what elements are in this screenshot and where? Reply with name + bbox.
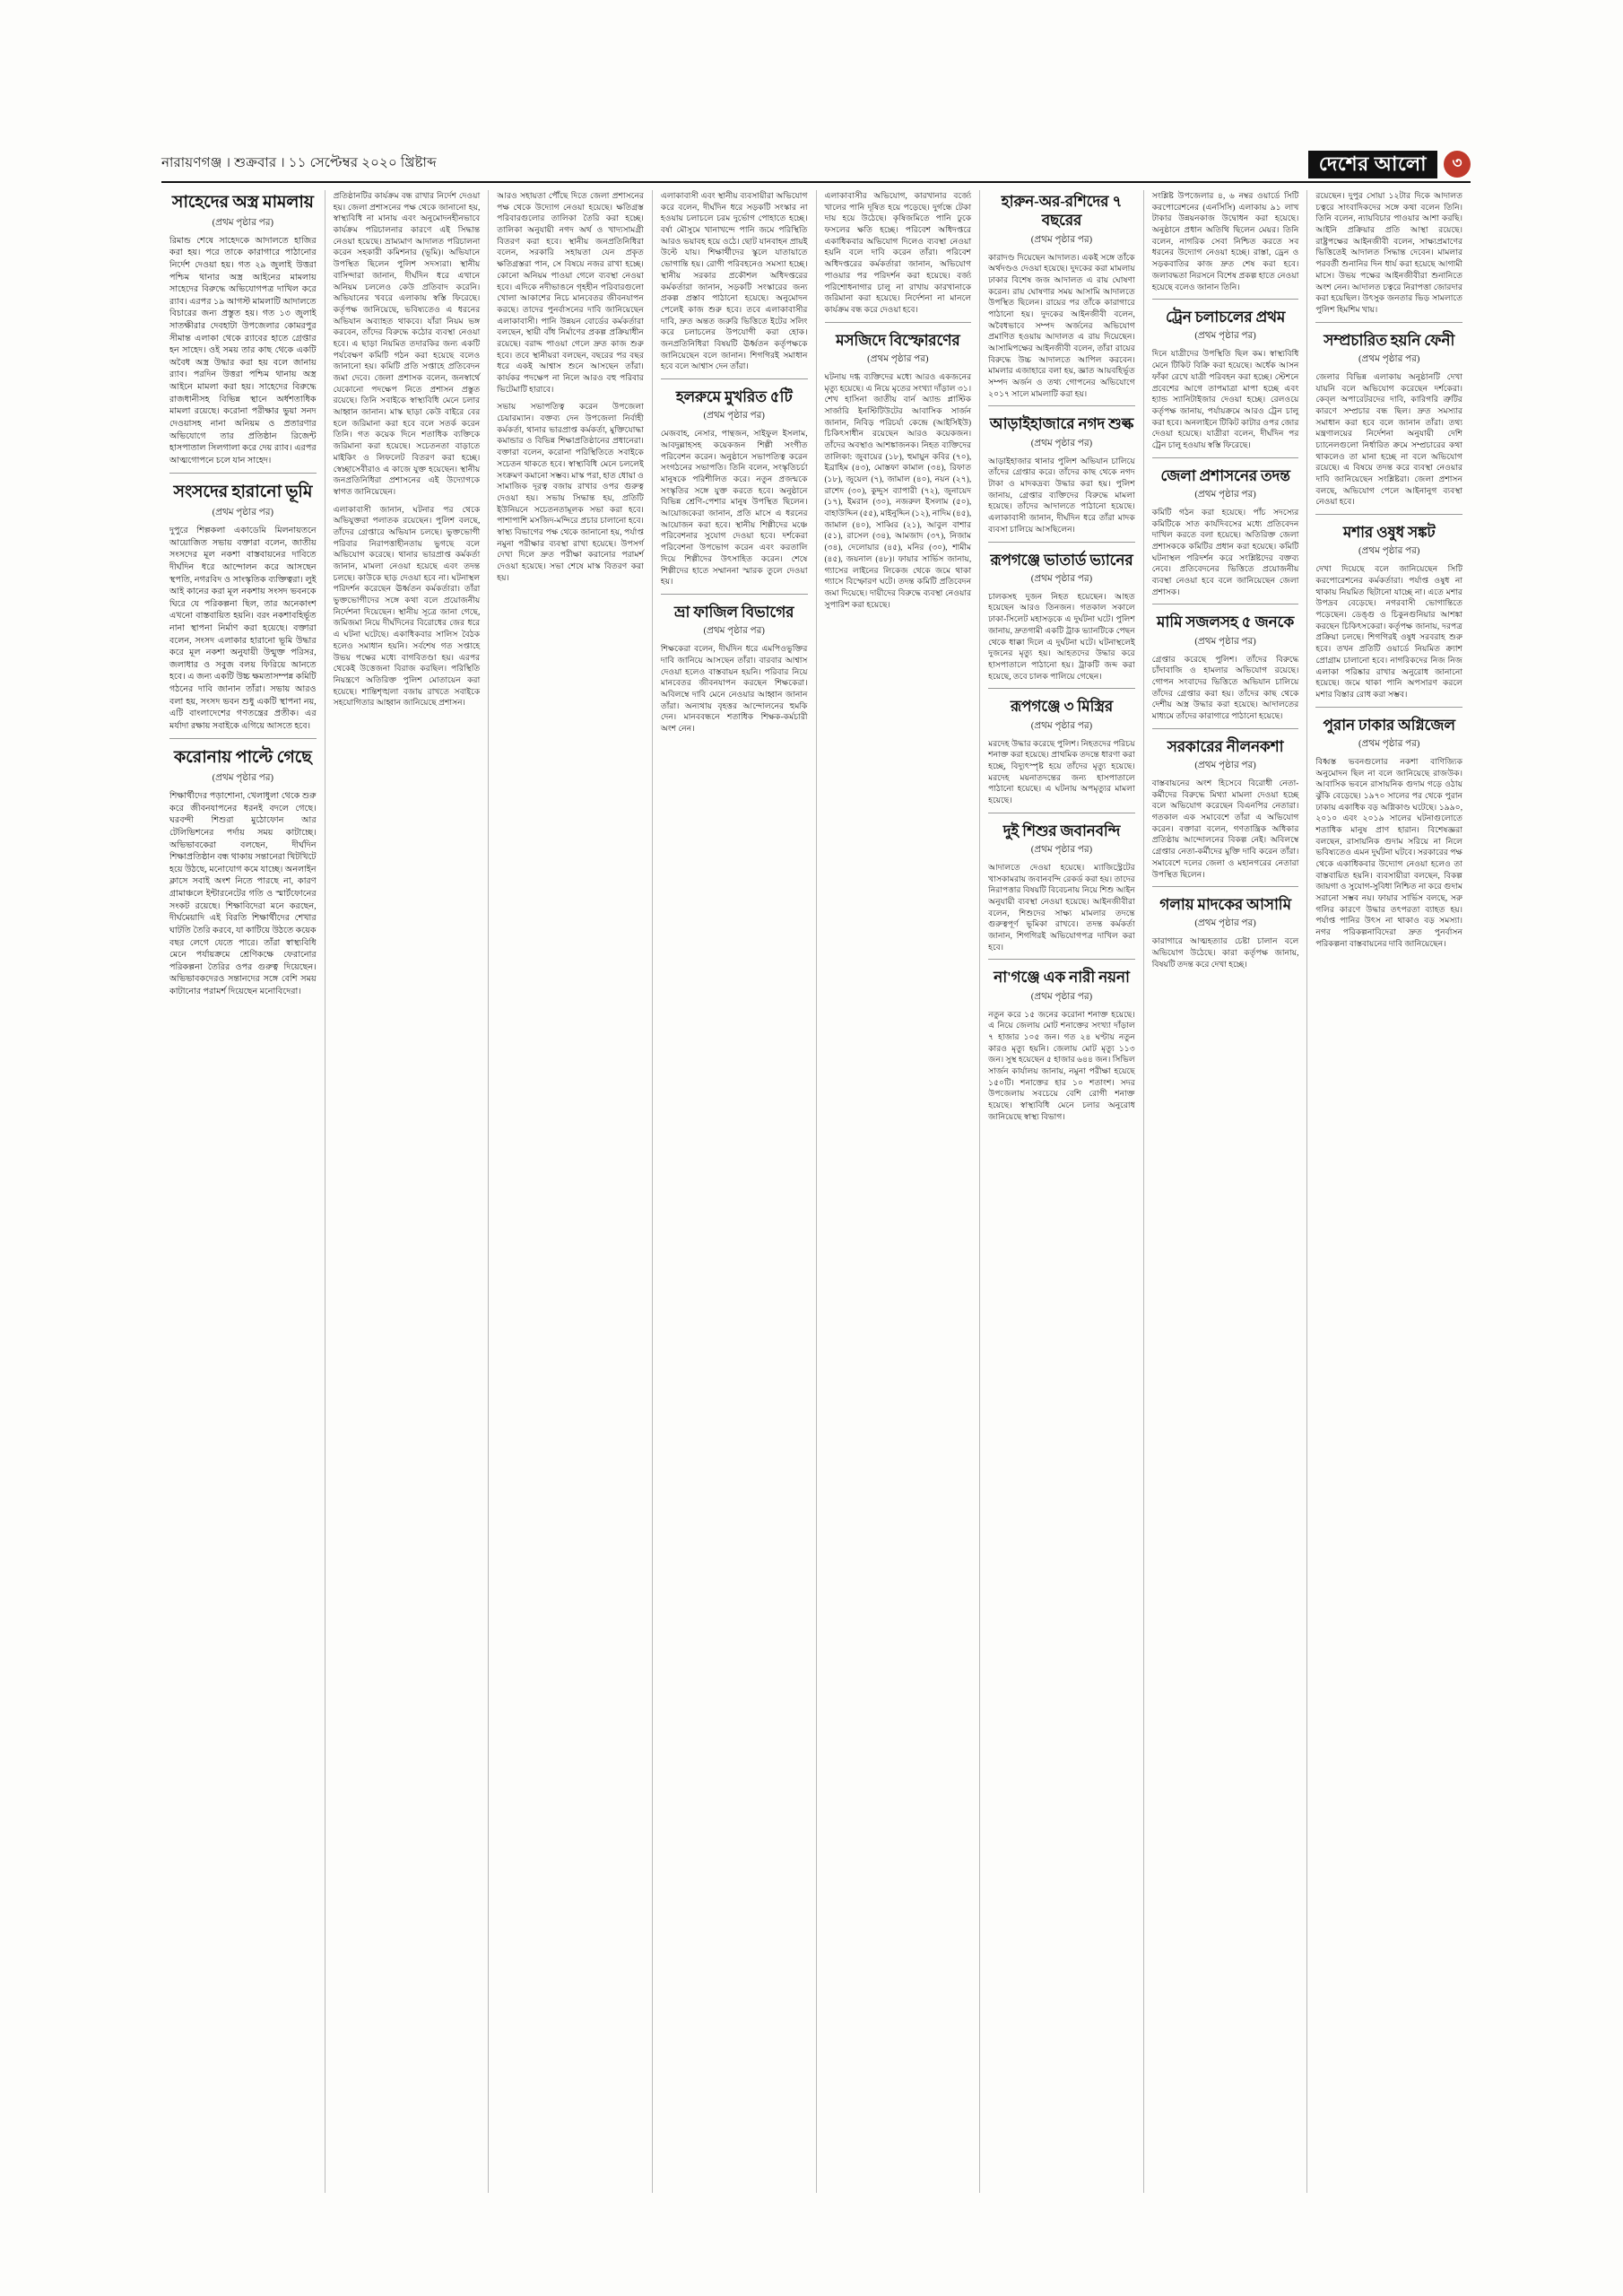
article xyxy=(825,331,972,611)
article-headline: সম্প্রচারিত হয়নি ফেনী xyxy=(1324,331,1455,349)
article-body: কমিটি গঠন করা হয়েছে। পাঁচ সদস্যের কমিটিকে সাত কার্যদিবসের মধ্যে প্রতিবেদন দাখিল করতে বলা হয়েছে। অতিরিক্ত জেলা প্রশাসককে কমিটির প্রধান করা হয়েছে। কমিটি ঘটনাস্থল পরিদর্শন করে সংশ্লিষ্টদের বক্তব্য নেবে। প্রতিবেদনের ভিত্তিতে প্রয়োজনীয় ব্যবস্থা নেওয়া হবে বলে জানিয়েছেন জেলা প্রশাসক। xyxy=(1151,507,1299,596)
article-headline: জেলা প্রশাসনের তদন্ত xyxy=(1160,466,1290,484)
article-body: সংশ্লিষ্ট উপজেলার ৪, ৬ নম্বর ওয়ার্ডে সিটি করপোরেশনের (এনসিসি) এলাকায় ৯১ লাখ টাকার উন্নয়নকাজ উদ্বোধন করা হয়েছে। অনুষ্ঠানে প্রধান অতিথি ছিলেন মেয়র। তিনি বলেন, নাগরিক সেবা নিশ্চিত করতে সব ধরনের উদ্যোগ নেওয়া হচ্ছে। রাস্তা, ড্রেন ও সড়কবাতির কাজ দ্রুত শেষ করা হবে। জলাবদ্ধতা নিরসনে বিশেষ প্রকল্প হাতে নেওয়া হয়েছে বলেও জানান তিনি। xyxy=(1151,191,1299,291)
divider xyxy=(1152,728,1299,729)
article-body: মরদেহ উদ্ধার করেছে পুলিশ। নিহতদের পরিচয় শনাক্ত করা হয়েছে। প্রাথমিক তদন্তে ধারণা করা হচ্ছে, বিদ্যুৎস্পৃষ্ট হয়ে তাঁদের মৃত্যু হয়েছে। মরদেহ ময়নাতদন্তের জন্য হাসপাতালে পাঠানো হয়েছে। এ ঘটনায় অপমৃত্যুর মামলা হয়েছে। xyxy=(988,738,1135,804)
article-headline: আড়াইহাজারে নগদ শুল্ক xyxy=(989,415,1134,433)
divider xyxy=(661,378,808,379)
article xyxy=(988,822,1135,953)
article xyxy=(497,190,644,395)
article xyxy=(169,747,317,997)
article-headline: মশার ওষুধ সঙ্কট xyxy=(1342,524,1436,542)
column-7 xyxy=(1143,190,1307,2193)
article xyxy=(1315,190,1462,316)
divider xyxy=(1315,322,1462,323)
divider xyxy=(661,594,808,595)
column-4 xyxy=(652,190,816,2193)
article-kicker: (প্রথম পৃষ্ঠার পর) xyxy=(1030,234,1093,245)
article xyxy=(169,192,317,466)
article xyxy=(169,482,317,732)
article-kicker: (প্রথম পৃষ্ঠার পর) xyxy=(1194,331,1256,342)
article xyxy=(825,190,972,316)
article-body: কারাগারে আত্মহত্যার চেষ্টা চালান বলে অভিযোগ উঠেছে। কারা কর্তৃপক্ষ জানায়, বিষয়টি তদন্ত করে দেখা হচ্ছে। xyxy=(1151,936,1299,969)
article xyxy=(1152,737,1299,880)
column-3 xyxy=(488,190,652,2193)
article-headline: করোনায় পাল্টে গেছে xyxy=(174,748,312,768)
article-body: রয়েছেন। দুপুর সোয়া ১২টার দিকে আদালত চত্বরে সাংবাদিকদের সঙ্গে কথা বলেন তিনি। তিনি বলেন, ন্যায়বিচার পাওয়ার আশা করছি। আইনি প্রক্রিয়ার প্রতি আস্থা রয়েছে। রাষ্ট্রপক্ষের আইনজীবী বলেন, সাক্ষ্যপ্রমাণের ভিত্তিতেই আদালত সিদ্ধান্ত দেবেন। মামলার পরবর্তী শুনানির দিন ধার্য করা হয়েছে আগামী মাসে। উভয় পক্ষের আইনজীবীরা শুনানিতে অংশ নেন। আদালত চত্বরে নিরাপত্তা জোরদার করা হয়েছিল। উৎসুক জনতার ভিড় সামলাতে পুলিশ হিমশিম খায়। xyxy=(1315,191,1462,314)
article-headline: রূপগঞ্জে ভাতার্ড ভ্যানের xyxy=(990,551,1133,569)
article-body: এলাকাবাসীর অভিযোগ, কারখানার বর্জ্যে খালের পানি দূষিত হয়ে পড়েছে। দুর্গন্ধে টেকা দায় হয়ে উঠেছে। কৃষিজমিতে পানি ঢুকে ফসলের ক্ষতি হচ্ছে। পরিবেশ অধিদপ্তরে একাধিকবার অভিযোগ দিলেও ব্যবস্থা নেওয়া হয়নি বলে দাবি করেন তাঁরা। পরিবেশ অধিদপ্তরের কর্মকর্তারা জানান, অভিযোগ পাওয়ার পর পরিদর্শন করা হয়েছে। বর্জ্য পরিশোধনাগার চালু না রাখায় কারখানাকে জরিমানা করা হয়েছে। নির্দেশনা না মানলে কার্যক্রম বন্ধ করে দেওয়া হবে। xyxy=(824,191,972,314)
article-kicker: (প্রথম পৃষ্ঠার পর) xyxy=(1194,636,1256,647)
column-5 xyxy=(816,190,980,2193)
article-kicker: (প্রথম পৃষ্ঠার পর) xyxy=(867,353,929,364)
article-columns xyxy=(161,190,1471,2193)
divider xyxy=(169,473,317,474)
column-8 xyxy=(1306,190,1471,2193)
divider xyxy=(825,322,972,323)
divider xyxy=(988,959,1135,960)
article-kicker: (প্রথম পৃষ্ঠার পর) xyxy=(703,411,765,422)
article-body: বাস্তবায়নের অংশ হিসেবে বিরোধী নেতা-কর্মীদের বিরুদ্ধে মিথ্যা মামলা দেওয়া হচ্ছে বলে অভিযোগ করেছেন বিএনপির নেতারা। গতকাল এক সমাবেশে তাঁরা এ অভিযোগ করেন। বক্তারা বলেন, গণতান্ত্রিক অধিকার প্রতিষ্ঠায় আন্দোলনের বিকল্প নেই। অবিলম্বে গ্রেপ্তার নেতা-কর্মীদের মুক্তি দাবি করেন তাঁরা। সমাবেশে দলের জেলা ও মহানগরের নেতারা উপস্থিত ছিলেন। xyxy=(1151,778,1299,879)
article xyxy=(1315,331,1462,509)
article xyxy=(988,968,1135,1122)
article-kicker: (প্রথম পৃষ্ঠার পর) xyxy=(212,508,274,518)
column-1 xyxy=(161,190,325,2193)
article-kicker: (প্রথম পৃষ্ঠার পর) xyxy=(703,626,765,637)
article xyxy=(988,551,1135,683)
article xyxy=(988,414,1135,535)
article-body: চালকসহ দুজন নিহত হয়েছেন। আহত হয়েছেন আরও তিনজন। গতকাল সকালে ঢাকা-সিলেট মহাসড়কে এ দুর্ঘটনা ঘটে। পুলিশ জানায়, দ্রুতগামী একটি ট্রাক ভ্যানটিকে পেছন থেকে ধাক্কা দিলে এ দুর্ঘটনা ঘটে। ঘটনাস্থলেই দুজনের মৃত্যু হয়। আহতদের উদ্ধার করে হাসপাতালে পাঠানো হয়। ট্রাকটি জব্দ করা হয়েছে, তবে চালক পালিয়ে গেছেন। xyxy=(988,591,1135,681)
article-kicker: (প্রথম পৃষ্ঠার পর) xyxy=(1030,720,1093,731)
article-kicker: (প্রথম পৃষ্ঠার পর) xyxy=(212,217,274,228)
article xyxy=(661,387,808,587)
divider xyxy=(988,688,1135,689)
article xyxy=(1152,895,1299,970)
article xyxy=(334,504,481,709)
article-body: কারাদণ্ড দিয়েছেন আদালত। একই সঙ্গে তাঁকে অর্থদণ্ডও দেওয়া হয়েছে। দুদকের করা মামলায় ঢাকার বিশেষ জজ আদালত এ রায় ঘোষণা করেন। রায় ঘোষণার সময় আসামি আদালতে উপস্থিত ছিলেন। রায়ের পর তাঁকে কারাগারে পাঠানো হয়। দুদকের আইনজীবী বলেন, অবৈধভাবে সম্পদ অর্জনের অভিযোগ প্রমাণিত হওয়ায় আদালত এ রায় দিয়েছেন। আসামিপক্ষের আইনজীবী বলেন, তাঁরা রায়ের বিরুদ্ধে উচ্চ আদালতে আপিল করবেন। মামলার এজাহারে বলা হয়, জ্ঞাত আয়বহির্ভূত সম্পদ অর্জন ও তথ্য গোপনের অভিযোগে ২০১৭ সালে মামলাটি করা হয়। xyxy=(988,252,1135,398)
article-kicker: (প্রথম পৃষ্ঠার পর) xyxy=(1358,738,1420,749)
article xyxy=(1152,613,1299,721)
article-kicker: (প্রথম পৃষ্ঠার পর) xyxy=(212,773,274,784)
article-body: বিধ্বস্ত ভবনগুলোর নকশা বাণিজ্যিক অনুমোদন ছিল না বলে জানিয়েছে রাজউক। আবাসিক ভবনে রাসায়নিক গুদাম গড়ে ওঠায় ঝুঁকি বেড়েছে। ১৯৭০ সালের পর থেকে পুরান ঢাকায় একাধিক বড় অগ্নিকাণ্ড ঘটেছে। ১৯৯০, ২০১০ এবং ২০১৯ সালের ঘটনাগুলোতে শতাধিক মানুষ প্রাণ হারান। বিশেষজ্ঞরা বলছেন, রাসায়নিক গুদাম সরিয়ে না নিলে ভবিষ্যতেও এমন দুর্ঘটনা ঘটবে। সরকারের পক্ষ থেকে একাধিকবার উদ্যোগ নেওয়া হলেও তা বাস্তবায়িত হয়নি। ব্যবসায়ীরা বলছেন, বিকল্প জায়গা ও সুযোগ-সুবিধা নিশ্চিত না করে গুদাম সরানো সম্ভব নয়। ফায়ার সার্ভিস বলছে, সরু গলির কারণে উদ্ধার তৎপরতা ব্যাহত হয়। পর্যাপ্ত পানির উৎস না থাকাও বড় সমস্যা। নগর পরিকল্পনাবিদেরা দ্রুত পুনর্বাসন পরিকল্পনা বাস্তবায়নের দাবি জানিয়েছেন। xyxy=(1315,756,1462,948)
divider xyxy=(1315,707,1462,708)
masthead xyxy=(161,144,1471,183)
article-kicker: (প্রথম পৃষ্ঠার পর) xyxy=(1194,918,1256,929)
article-headline: সাহেদের অস্ত্র মামলায় xyxy=(171,193,314,212)
article-kicker: (প্রথম পৃষ্ঠার পর) xyxy=(1194,489,1256,500)
article xyxy=(988,697,1135,805)
article-body: দুপুরে শিল্পকলা একাডেমি মিলনায়তনে আয়োজিত সভায় বক্তারা বলেন, জাতীয় সংসদের মূল নকশা বাস্তবায়নের দাবিতে দীর্ঘদিন ধরে আন্দোলন করে আসছেন স্থপতি, নগরবিদ ও সাংস্কৃতিক ব্যক্তিত্বরা। লুই আই কানের করা মূল নকশায় সংসদ ভবনকে ঘিরে যে পরিকল্পনা ছিল, তার অনেকাংশ এখনো বাস্তবায়িত হয়নি। বরং নকশাবহির্ভূত নানা স্থাপনা নির্মাণ করা হয়েছে। বক্তারা বলেন, সংসদ এলাকার হারানো ভূমি উদ্ধার করে মূল নকশা অনুযায়ী উন্মুক্ত পরিসর, জলাধার ও সবুজ বলয় ফিরিয়ে আনতে হবে। এ জন্য একটি উচ্চ ক্ষমতাসম্পন্ন কমিটি গঠনের দাবি জানান তাঁরা। সভায় আরও বলা হয়, সংসদ ভবন শুধু একটি স্থাপনা নয়, এটি বাংলাদেশের গণতন্ত্রের প্রতীক। এর মর্যাদা রক্ষায় সবাইকে এগিয়ে আসতে হবে। xyxy=(169,526,317,731)
article-kicker: (প্রথম পৃষ্ঠার পর) xyxy=(1030,844,1093,855)
article-headline: সংসদের হারানো ভূমি xyxy=(173,483,313,502)
newspaper-logo: দেশের আলো xyxy=(1308,151,1437,178)
article-body: রিমান্ড শেষে সাহেদকে আদালতে হাজির করা হয়। পরে তাকে কারাগারে পাঠানোর নির্দেশ দেওয়া হয়। গত ২৯ জুলাই উত্তরা পশ্চিম থানার অস্ত্র আইনের মামলায় সাহেদের বিরুদ্ধে অভিযোগপত্র দাখিল করে র‍্যাব। এরপর ১৯ আগস্ট মামলাটি আদালতে বিচারের জন্য প্রস্তুত হয়। গত ১৩ জুলাই সাতক্ষীরার দেবহাটা উপজেলার কোমরপুর সীমান্ত এলাকা থেকে র‍্যাবের হাতে গ্রেপ্তার হন সাহেদ। ওই সময় তার কাছ থেকে একটি অবৈধ অস্ত্র উদ্ধার করা হয় বলে জানায় র‍্যাব। পরদিন উত্তরা পশ্চিম থানায় অস্ত্র আইনে মামলা করা হয়। সাহেদের বিরুদ্ধে রাজধানীসহ বিভিন্ন স্থানে অর্ধশতাধিক মামলা রয়েছে। করোনা পরীক্ষার ভুয়া সনদ দেওয়াসহ নানা অনিয়ম ও প্রতারণার অভিযোগে তার প্রতিষ্ঠান রিজেন্ট হাসপাতাল সিলগালা করে দেয় র‍্যাব। এরপর আত্মগোপনে চলে যান সাহেদ। xyxy=(169,235,317,465)
article-body: নতুন করে ১৫ জনের করোনা শনাক্ত হয়েছে। এ নিয়ে জেলায় মোট শনাক্তের সংখ্যা দাঁড়াল ৭ হাজার ১০৫ জন। গত ২৪ ঘণ্টায় নতুন কারও মৃত্যু হয়নি। জেলায় মোট মৃত্যু ১১৩ জন। সুস্থ হয়েছেন ৫ হাজার ৬৪৪ জন। সিভিল সার্জন কার্যালয় জানায়, নমুনা পরীক্ষা হয়েছে ১৫০টি। শনাক্তের হার ১০ শতাংশ। সদর উপজেলায় সবচেয়ে বেশি রোগী শনাক্ত হয়েছে। স্বাস্থ্যবিধি মেনে চলার অনুরোধ জানিয়েছে স্বাস্থ্য বিভাগ। xyxy=(988,1009,1135,1121)
article-body: দিনে যাত্রীদের উপস্থিতি ছিল কম। স্বাস্থ্যবিধি মেনে টিকিট বিক্রি করা হয়েছে। অর্ধেক আসন ফাঁকা রেখে যাত্রী পরিবহন করা হচ্ছে। স্টেশনে প্রবেশের আগে তাপমাত্রা মাপা হচ্ছে এবং হ্যান্ড স্যানিটাইজার দেওয়া হচ্ছে। রেলওয়ে কর্তৃপক্ষ জানায়, পর্যায়ক্রমে আরও ট্রেন চালু করা হবে। অনলাইনে টিকিট কাটার ওপর জোর দেওয়া হয়েছে। যাত্রীরা বলেন, দীর্ঘদিন পর ট্রেন চালু হওয়ায় স্বস্তি ফিরেছে। xyxy=(1151,349,1299,449)
article xyxy=(988,192,1135,399)
divider xyxy=(988,542,1135,543)
page-number-badge: ৩ xyxy=(1444,151,1471,178)
divider xyxy=(1152,886,1299,887)
article-headline: পুরান ঢাকার অগ্নিজেল xyxy=(1323,716,1455,734)
article xyxy=(1152,308,1299,450)
article-body: আড়াইহাজার থানার পুলিশ অভিযান চালিয়ে তাঁদের গ্রেপ্তার করে। তাঁদের কাছ থেকে নগদ টাকা ও মাদকদ্রব্য উদ্ধার করা হয়। পুলিশ জানায়, গ্রেপ্তার ব্যক্তিদের বিরুদ্ধে মামলা হয়েছে। তাঁদের আদালতে পাঠানো হয়েছে। এলাকাবাসী জানান, দীর্ঘদিন ধরে তাঁরা মাদক ব্যবসা চালিয়ে আসছিলেন। xyxy=(988,456,1135,534)
divider xyxy=(169,738,317,739)
article-body: গ্রেপ্তার করেছে পুলিশ। তাঁদের বিরুদ্ধে চাঁদাবাজি ও হামলার অভিযোগ রয়েছে। গোপন সংবাদের ভিত্তিতে অভিযান চালিয়ে তাঁদের গ্রেপ্তার করা হয়। তাঁদের কাছ থেকে দেশীয় অস্ত্র উদ্ধার করা হয়েছে। আদালতের মাধ্যমে তাঁদের কারাগারে পাঠানো হয়েছে। xyxy=(1151,654,1299,721)
article-headline: মামি সজলসহ ৫ জনকে xyxy=(1157,613,1295,631)
article-body: প্রতিষ্ঠানটির কার্যক্রম বন্ধ রাখার নির্দেশ দেওয়া হয়। জেলা প্রশাসনের পক্ষ থেকে জানানো হয়, স্বাস্থ্যবিধি না মানায় এবং অনুমোদনহীনভাবে কার্যক্রম পরিচালনার কারণে এই সিদ্ধান্ত নেওয়া হয়েছে। ভ্রাম্যমাণ আদালত পরিচালনা করেন সহকারী কমিশনার (ভূমি)। অভিযানে উপস্থিত ছিলেন পুলিশ সদস্যরা। স্থানীয় বাসিন্দারা জানান, দীর্ঘদিন ধরে এখানে অনিয়ম চললেও কেউ প্রতিবাদ করেনি। অভিযানের খবরে এলাকায় স্বস্তি ফিরেছে। কর্তৃপক্ষ জানিয়েছে, ভবিষ্যতেও এ ধরনের অভিযান অব্যাহত থাকবে। যাঁরা নিয়ম ভঙ্গ করবেন, তাঁদের বিরুদ্ধে কঠোর ব্যবস্থা নেওয়া হবে। এ ছাড়া নিয়মিত তদারকির জন্য একটি পর্যবেক্ষণ কমিটি গঠন করা হয়েছে বলেও জানানো হয়। কমিটি প্রতি সপ্তাহে প্রতিবেদন জমা দেবে। জেলা প্রশাসক বলেন, জনস্বার্থে যেকোনো পদক্ষেপ নিতে প্রশাসন প্রস্তুত রয়েছে। তিনি সবাইকে স্বাস্থ্যবিধি মেনে চলার আহ্বান জানান। মাস্ক ছাড়া কেউ বাইরে বের হলে জরিমানা করা হবে বলে সতর্ক করেন তিনি। গত কয়েক দিনে শতাধিক ব্যক্তিকে জরিমানা করা হয়েছে। সচেতনতা বাড়াতে মাইকিং ও লিফলেট বিতরণ করা হচ্ছে। স্বেচ্ছাসেবীরাও এ কাজে যুক্ত হয়েছেন। স্থানীয় জনপ্রতিনিধিরা প্রশাসনের এই উদ্যোগকে স্বাগত জানিয়েছেন। xyxy=(333,191,481,496)
column-6 xyxy=(979,190,1143,2193)
article xyxy=(661,190,808,372)
divider xyxy=(988,405,1135,406)
article xyxy=(1315,523,1462,700)
article-body: আরও সহায়তা পৌঁছে দিতে জেলা প্রশাসনের পক্ষ থেকে উদ্যোগ নেওয়া হয়েছে। ক্ষতিগ্রস্ত পরিবারগুলোর তালিকা তৈরি করা হচ্ছে। তালিকা অনুযায়ী নগদ অর্থ ও খাদ্যসামগ্রী বিতরণ করা হবে। স্থানীয় জনপ্রতিনিধিরা বলেন, সরকারি সহায়তা যেন প্রকৃত ক্ষতিগ্রস্তরা পান, সে বিষয়ে নজর রাখা হচ্ছে। কোনো অনিয়ম পাওয়া গেলে ব্যবস্থা নেওয়া হবে। এদিকে নদীভাঙনে গৃহহীন পরিবারগুলো খোলা আকাশের নিচে মানবেতর জীবনযাপন করছে। তাদের পুনর্বাসনের দাবি জানিয়েছেন এলাকাবাসী। পানি উন্নয়ন বোর্ডের কর্মকর্তারা বলছেন, স্থায়ী বাঁধ নির্মাণের প্রকল্প প্রক্রিয়াধীন রয়েছে। বরাদ্দ পাওয়া গেলে দ্রুত কাজ শুরু হবে। তবে স্থানীয়রা বলছেন, বছরের পর বছর ধরে একই আশ্বাস শুনে আসছেন তাঁরা। কার্যকর পদক্ষেপ না নিলে আরও বহু পরিবার ভিটেমাটি হারাবে। xyxy=(497,191,644,394)
article-kicker: (প্রথম পৃষ্ঠার পর) xyxy=(1194,761,1256,770)
article-body: সভায় সভাপতিত্ব করেন উপজেলা চেয়ারম্যান। বক্তব্য দেন উপজেলা নির্বাহী কর্মকর্তা, থানার ভারপ্রাপ্ত কর্মকর্তা, মুক্তিযোদ্ধা কমান্ডার ও বিভিন্ন শিক্ষাপ্রতিষ্ঠানের প্রধানেরা। বক্তারা বলেন, করোনা পরিস্থিতিতে সবাইকে সচেতন থাকতে হবে। স্বাস্থ্যবিধি মেনে চললেই সংক্রমণ কমানো সম্ভব। মাস্ক পরা, হাত ধোয়া ও সামাজিক দূরত্ব বজায় রাখার ওপর গুরুত্ব দেওয়া হয়। সভায় সিদ্ধান্ত হয়, প্রতিটি ইউনিয়নে সচেতনতামূলক সভা করা হবে। পাশাপাশি মসজিদ-মন্দিরে প্রচার চালানো হবে। স্বাস্থ্য বিভাগের পক্ষ থেকে জানানো হয়, পর্যাপ্ত নমুনা পরীক্ষার ব্যবস্থা রাখা হয়েছে। উপসর্গ দেখা দিলে দ্রুত পরীক্ষা করানোর পরামর্শ দেওয়া হয়েছে। সভা শেষে মাস্ক বিতরণ করা হয়। xyxy=(497,402,644,582)
article-body: শিক্ষকেরা বলেন, দীর্ঘদিন ধরে এমপিওভুক্তির দাবি জানিয়ে আসছেন তাঁরা। বারবার আশ্বাস দেওয়া হলেও বাস্তবায়ন হয়নি। পরিবার নিয়ে মানবেতর জীবনযাপন করছেন শিক্ষকেরা। অবিলম্বে দাবি মেনে নেওয়ার আহ্বান জানান তাঁরা। অন্যথায় বৃহত্তর আন্দোলনের হুমকি দেন। মানববন্ধনে শতাধিক শিক্ষক-কর্মচারী অংশ নেন। xyxy=(660,644,808,733)
article xyxy=(1152,466,1299,598)
article-headline: রূপগঞ্জে ৩ মিস্ত্রির xyxy=(1010,698,1114,716)
article-body: ঘটনায় দগ্ধ ব্যক্তিদের মধ্যে আরও একজনের মৃত্যু হয়েছে। এ নিয়ে মৃতের সংখ্যা দাঁড়াল ৩১। শেখ হাসিনা জাতীয় বার্ন অ্যান্ড প্লাস্টিক সার্জারি ইনস্টিটিউটের আবাসিক সার্জন জানান, নিবিড় পরিচর্যা কেন্দ্রে (আইসিইউ) চিকিৎসাধীন রয়েছেন আরও কয়েকজন। তাঁদের অবস্থাও আশঙ্কাজনক। নিহত ব্যক্তিদের তালিকা: জুবায়ের (১৮), হুমায়ুন কবির (৭০), ইব্রাহিম (৪৩), মোস্তফা কামাল (৩৪), রিফাত (১৮), জুয়েল (৭), জামাল (৪০), নয়ন (২৭), রাশেদ (৩০), কুদ্দুস ব্যাপারী (৭২), জুনায়েদ (১৭), ইমরান (৩০), নজরুল ইসলাম (৫০), বাহাউদ্দিন (৫৫), মাইনুদ্দিন (১২), নাদিম (৪৫), জামাল (৪০), সাব্বির (২১), আবুল বাশার (৫১), রাসেল (৩৪), আমজাদ (৩৭), নিজাম (৩৪), দেলোয়ার (৪৫), মনির (৩০), শামীম (৪৫), জয়নাল (৪৮)। ফায়ার সার্ভিস জানায়, গ্যাসের লাইনের লিকেজ থেকে জমে থাকা গ্যাসে বিস্ফোরণ ঘটে। তদন্ত কমিটি প্রতিবেদন জমা দিয়েছে। দায়ীদের বিরুদ্ধে ব্যবস্থা নেওয়ার সুপারিশ করা হয়েছে। xyxy=(824,371,972,609)
divider xyxy=(1152,299,1299,300)
article xyxy=(497,401,644,583)
article-headline: গলায় মাদকের আসামি xyxy=(1159,896,1291,914)
masthead-date-line: নারায়ণগঞ্জ । শুক্রবার । ১১ সেপ্টেম্বর ২০২০ খ্রিষ্টাব্দ xyxy=(161,156,437,170)
article xyxy=(1315,716,1462,950)
article xyxy=(334,190,481,498)
article-headline: দুই শিশুর জবানবন্দি xyxy=(1002,822,1121,839)
article-kicker: (প্রথম পৃষ্ঠার পর) xyxy=(1030,438,1093,448)
article-body: আদালতে দেওয়া হয়েছে। ম্যাজিস্ট্রেটের খাসকামরায় জবানবন্দি রেকর্ড করা হয়। তাদের নিরাপত্তার বিষয়টি বিবেচনায় নিয়ে শিশু আইন অনুযায়ী ব্যবস্থা নেওয়া হয়েছে। আইনজীবীরা বলেন, শিশুদের সাক্ষ্য মামলার তদন্তে গুরুত্বপূর্ণ ভূমিকা রাখবে। তদন্ত কর্মকর্তা জানান, শিগগিরই অভিযোগপত্র দাখিল করা হবে। xyxy=(988,862,1135,952)
article-headline: মসজিদে বিস্ফোরণের xyxy=(836,331,960,349)
article-headline: হলরুমে মুখরিত ৫টি xyxy=(675,388,793,405)
column-2 xyxy=(325,190,489,2193)
article-body: জেলার বিভিন্ন এলাকায় অনুষ্ঠানটি দেখা যায়নি বলে অভিযোগ করেছেন দর্শকেরা। কেব্‌ল অপারেটরদের দাবি, কারিগরি ত্রুটির কারণে সম্প্রচার বন্ধ ছিল। দ্রুত সমস্যার সমাধান করা হবে বলে জানান তাঁরা। তথ্য মন্ত্রণালয়ের নির্দেশনা অনুযায়ী দেশি চ্যানেলগুলো নির্ধারিত ক্রমে সম্প্রচারের কথা থাকলেও তা মানা হচ্ছে না বলে অভিযোগ রয়েছে। এ বিষয়ে তদন্ত করে ব্যবস্থা নেওয়ার দাবি জানিয়েছেন সংশ্লিষ্টরা। জেলা প্রশাসন বলছে, অভিযোগ পেলে আইনানুগ ব্যবস্থা নেওয়া হবে। xyxy=(1315,371,1462,507)
article-kicker: (প্রথম পৃষ্ঠার পর) xyxy=(1358,546,1420,557)
article-kicker: (প্রথম পৃষ্ঠার পর) xyxy=(1358,353,1420,364)
article-body: দেখা দিয়েছে বলে জানিয়েছেন সিটি করপোরেশনের কর্মকর্তারা। পর্যাপ্ত ওষুধ না থাকায় নিয়মিত ছিটানো যাচ্ছে না। এতে মশার উপদ্রব বেড়েছে। নগরবাসী ভোগান্তিতে পড়েছেন। ডেঙ্গু ও চিকুনগুনিয়ার আশঙ্কা করছেন চিকিৎসকেরা। কর্তৃপক্ষ জানায়, দরপত্র প্রক্রিয়া চলছে। শিগগিরই ওষুধ সরবরাহ শুরু হবে। তখন প্রতিটি ওয়ার্ডে নিয়মিত ক্র্যাশ প্রোগ্রাম চালানো হবে। নাগরিকদের নিজ নিজ এলাকা পরিষ্কার রাখার অনুরোধ জানানো হয়েছে। জমে থাকা পানি অপসারণ করলে মশার বিস্তার রোধ করা সম্ভব। xyxy=(1315,564,1462,699)
article-body: মেজবাহ, নেসার, পান্থজন, সাইফুল ইসলাম, আবদুল্লাহসহ কয়েকজন শিল্পী সংগীত পরিবেশন করেন। অনুষ্ঠানে সভাপতিত্ব করেন সংগঠনের সভাপতি। তিনি বলেন, সংস্কৃতিচর্চা মানুষকে পরিশীলিত করে। নতুন প্রজন্মকে সংস্কৃতির সঙ্গে যুক্ত করতে হবে। অনুষ্ঠানে বিভিন্ন শ্রেণি-পেশার মানুষ উপস্থিত ছিলেন। আয়োজকেরা জানান, প্রতি মাসে এ ধরনের আয়োজন করা হবে। স্থানীয় শিল্পীদের মঞ্চে পরিবেশনার সুযোগ দেওয়া হবে। দর্শকেরা পরিবেশনা উপভোগ করেন এবং করতালি দিয়ে শিল্পীদের উৎসাহিত করেন। শেষে শিল্পীদের হাতে সম্মাননা স্মারক তুলে দেওয়া হয়। xyxy=(660,429,808,587)
divider xyxy=(1152,457,1299,458)
article-headline: সরকারের নীলনকশা xyxy=(1167,737,1284,755)
masthead-brand xyxy=(1308,151,1471,181)
article-kicker: (প্রথম পৃষ্ঠার পর) xyxy=(1030,991,1093,1002)
article-headline: না'গঞ্জে এক নারী নয়না xyxy=(994,969,1130,987)
article-headline: ট্রেন চলাচলের প্রথম xyxy=(1165,309,1286,326)
article-body: এলাকাবাসী জানান, ঘটনার পর থেকে অভিযুক্তরা পলাতক রয়েছেন। পুলিশ বলছে, তাঁদের গ্রেপ্তারে অভিযান চলছে। ভুক্তভোগী পরিবার নিরাপত্তাহীনতায় ভুগছে বলে অভিযোগ করেছে। থানার ভারপ্রাপ্ত কর্মকর্তা জানান, মামলা নেওয়া হয়েছে এবং তদন্ত চলছে। কাউকে ছাড় দেওয়া হবে না। ঘটনাস্থল পরিদর্শন করেছেন ঊর্ধ্বতন কর্মকর্তারা। তাঁরা ভুক্তভোগীদের সঙ্গে কথা বলে প্রয়োজনীয় নির্দেশনা দিয়েছেন। স্থানীয় সূত্রে জানা গেছে, জমিজমা নিয়ে দীর্ঘদিনের বিরোধের জের ধরে এ ঘটনা ঘটেছে। একাধিকবার সালিস বৈঠক হলেও সমাধান হয়নি। সর্বশেষ গত সপ্তাহে উভয় পক্ষের মধ্যে বাগবিতণ্ডা হয়। এরপর থেকেই উত্তেজনা বিরাজ করছিল। পরিস্থিতি নিয়ন্ত্রণে অতিরিক্ত পুলিশ মোতায়েন করা হয়েছে। শান্তিশৃঙ্খলা বজায় রাখতে সবাইকে সহযোগিতার আহ্বান জানিয়েছে প্রশাসন। xyxy=(333,504,481,708)
article-kicker: (প্রথম পৃষ্ঠার পর) xyxy=(1030,573,1093,584)
article-headline: ভ্রা ফাজিল বিভাগের xyxy=(674,603,794,621)
article xyxy=(661,603,808,735)
article-body: এলাকাবাসী এবং স্থানীয় ব্যবসায়ীরা অভিযোগ করে বলেন, দীর্ঘদিন ধরে সড়কটি সংস্কার না হওয়ায় চলাচলে চরম দুর্ভোগ পোহাতে হচ্ছে। বর্ষা মৌসুমে খানাখন্দে পানি জমে পরিস্থিতি আরও ভয়াবহ হয়ে ওঠে। ছোট যানবাহন প্রায়ই উল্টে যায়। শিক্ষার্থীদের স্কুলে যাতায়াতে ভোগান্তি হয়। রোগী পরিবহনেও সমস্যা হচ্ছে। স্থানীয় সরকার প্রকৌশল অধিদপ্তরের কর্মকর্তারা জানান, সড়কটি সংস্কারের জন্য প্রকল্প প্রস্তাব পাঠানো হয়েছে। অনুমোদন পেলেই কাজ শুরু হবে। তবে এলাকাবাসীর দাবি, দ্রুত অন্তত জরুরি ভিত্তিতে ইটের সলিং করে চলাচলের উপযোগী করা হোক। জনপ্রতিনিধিরা বিষয়টি ঊর্ধ্বতন কর্তৃপক্ষকে জানিয়েছেন বলে জানান। শিগগিরই সমাধান হবে বলে আশ্বাস দেন তাঁরা। xyxy=(660,191,808,371)
article xyxy=(1152,190,1299,292)
article-headline: হারুন-অর-রশিদের ৭ বছরের xyxy=(1001,193,1123,230)
article-body: শিক্ষার্থীদের পড়াশোনা, খেলাধুলা থেকে শুরু করে জীবনযাপনের ধরনই বদলে গেছে। ঘরবন্দী শিশুরা মুঠোফোন আর টেলিভিশনের পর্দায় সময় কাটাচ্ছে। অভিভাবকেরা বলছেন, দীর্ঘদিন শিক্ষাপ্রতিষ্ঠান বন্ধ থাকায় সন্তানেরা খিটখিটে হয়ে উঠছে, মনোযোগ কমে যাচ্ছে। অনলাইন ক্লাসে সবাই অংশ নিতে পারছে না, কারণ গ্রামাঞ্চলে ইন্টারনেটের গতি ও স্মার্টফোনের সংকট রয়েছে। শিক্ষাবিদেরা মনে করছেন, দীর্ঘমেয়াদি এই বিরতি শিক্ষার্থীদের শেখার ঘাটতি তৈরি করবে, যা কাটিয়ে উঠতে কয়েক বছর লেগে যেতে পারে। তাঁরা স্বাস্থ্যবিধি মেনে পর্যায়ক্রমে শ্রেণিকক্ষে ফেরানোর পরিকল্পনা তৈরির ওপর গুরুত্ব দিয়েছেন। অভিভাবকদেরও সন্তানদের সঙ্গে বেশি সময় কাটানোর পরামর্শ দিয়েছেন মনোবিদেরা। xyxy=(169,791,317,996)
divider xyxy=(1315,514,1462,515)
